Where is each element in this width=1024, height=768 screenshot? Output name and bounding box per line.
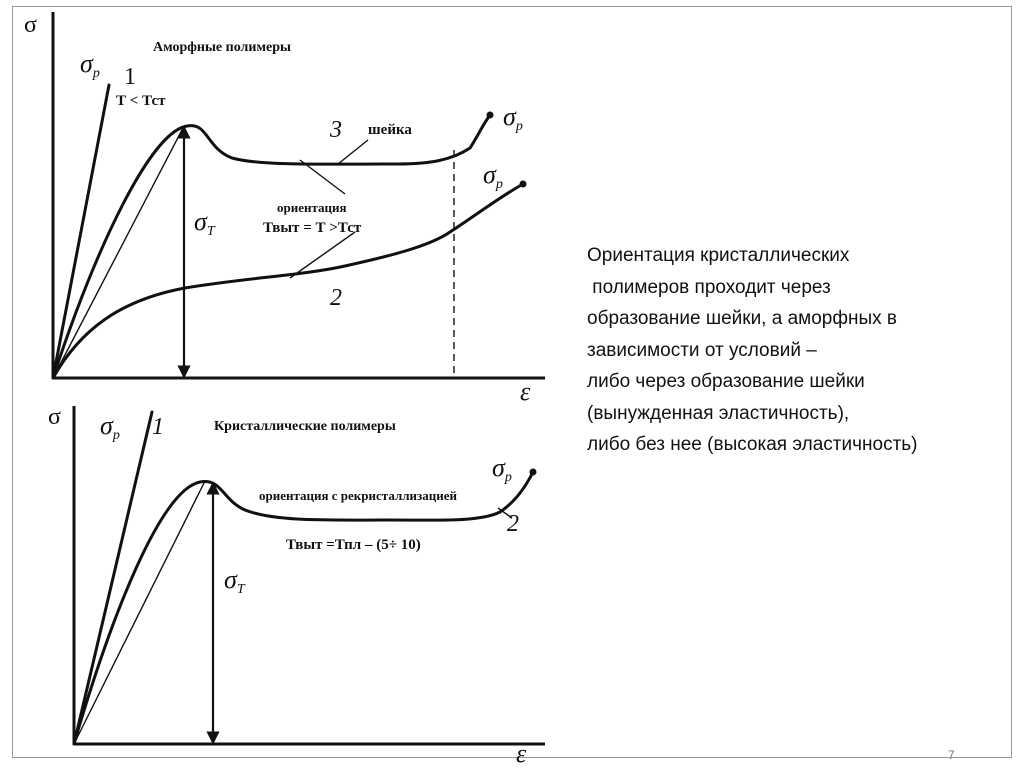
bottom-orientation-label: ориентация с рекристаллизацией	[259, 488, 457, 503]
bottom-curve-2	[74, 472, 533, 744]
top-rupture-point-2	[520, 181, 527, 188]
top-sigma-p-2: σp	[483, 160, 503, 192]
page-number: 7	[948, 748, 955, 762]
bottom-curve-1	[74, 412, 152, 744]
top-condition-2: Твыт = Т >Тст	[263, 220, 362, 236]
top-y-axis-label: σ	[24, 12, 37, 38]
top-x-axis-label: ε	[520, 377, 531, 406]
top-diagram	[24, 12, 545, 406]
top-curve-1-number: 1	[124, 64, 136, 90]
bottom-x-axis-label: ε	[516, 739, 527, 768]
top-title: Аморфные полимеры	[153, 40, 291, 55]
top-neck-leader	[338, 140, 368, 164]
top-rupture-point-3	[487, 112, 494, 119]
bottom-condition: Твыт =Тпл – (5÷ 10)	[286, 537, 421, 553]
top-sigma-t: σT	[194, 207, 215, 239]
top-sigma-p-3: σp	[503, 102, 523, 134]
bottom-diagram	[48, 404, 545, 768]
top-condition-1: Т < Тст	[116, 93, 166, 109]
top-neck-label: шейка	[368, 122, 412, 138]
explanation-text	[587, 240, 1007, 461]
explanation-line: зависимости от условий –	[587, 339, 817, 361]
bottom-curve-1-number: 1	[152, 414, 164, 440]
top-curve-3	[53, 114, 491, 378]
top-curve-3-number: 3	[330, 117, 342, 143]
bottom-sigma-p-1: σp	[100, 411, 120, 443]
explanation-line: (вынужденная эластичность),	[587, 402, 850, 424]
top-curve-1	[53, 85, 109, 378]
bottom-y-axis-label: σ	[48, 404, 61, 430]
bottom-sigma-p-2: σp	[492, 453, 512, 485]
explanation-line: либо через образование шейки	[587, 371, 865, 392]
bottom-title: Кристаллические полимеры	[214, 419, 396, 434]
bottom-curve-2-number: 2	[507, 511, 519, 537]
bottom-rupture-point	[530, 469, 537, 476]
bottom-elastic-line	[74, 481, 205, 744]
bottom-sigma-t: σT	[224, 565, 245, 597]
explanation-line: либо без нее (высокая эластичность)	[587, 434, 918, 455]
top-sigma-p-1: σp	[80, 49, 100, 81]
explanation-line: Ориентация кристаллических	[587, 245, 850, 266]
explanation-line: полимеров проходит через	[587, 276, 831, 298]
explanation-line: образование шейки, а аморфных в	[587, 308, 898, 329]
top-orientation-label: ориентация	[277, 200, 347, 215]
top-curve-2-number: 2	[330, 285, 342, 311]
top-elastic-line	[53, 126, 184, 378]
